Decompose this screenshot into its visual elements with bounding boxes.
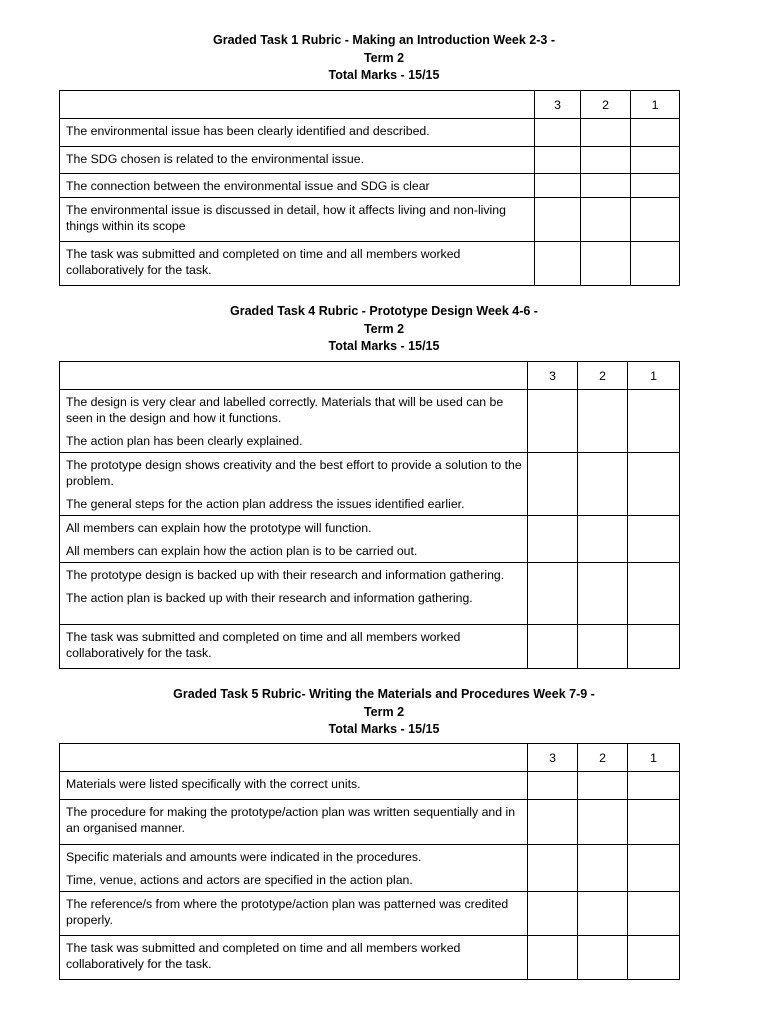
table-row (60, 390, 680, 453)
table-row (60, 772, 680, 800)
score-cell-2[interactable] (578, 772, 628, 800)
score-cell-2[interactable] (578, 845, 628, 892)
score-cell-2[interactable] (581, 119, 631, 147)
rubric-1-title (0, 32, 768, 85)
score-cell-3[interactable] (528, 625, 578, 669)
criterion-text: The task was submitted and completed on time and all members worked collaboratively for the task. (66, 941, 461, 971)
score-cell-1[interactable] (628, 936, 680, 980)
score-cell-3[interactable] (528, 390, 578, 453)
score-header-2: 2 (578, 362, 628, 390)
criterion-text: The environmental issue is discussed in detail, how it affects living and non-living things within its scope (66, 203, 506, 233)
score-cell-1[interactable] (631, 242, 680, 286)
criterion-text: The task was submitted and completed on time and all members worked collaboratively for the task. (66, 630, 461, 660)
score-cell-2[interactable] (578, 800, 628, 845)
score-header-1: 1 (628, 744, 680, 772)
score-header-3: 3 (528, 362, 578, 390)
score-header-2: 2 (581, 91, 631, 119)
score-cell-3[interactable] (528, 936, 578, 980)
score-cell-3[interactable] (535, 119, 581, 147)
table-row (60, 174, 680, 198)
score-cell-2[interactable] (581, 242, 631, 286)
score-cell-2[interactable] (578, 390, 628, 453)
criterion-text: The task was submitted and completed on time and all members worked collaboratively for the task. (66, 247, 461, 277)
score-cell-3[interactable] (528, 892, 578, 936)
rubric-3-table (59, 743, 680, 980)
table-header-row (60, 91, 680, 119)
rubric-2-table (59, 361, 680, 669)
criterion-cell (60, 453, 528, 516)
criterion-text: The reference/s from where the prototype/action plan was patterned was credited properly. (66, 897, 509, 927)
criterion-cell (60, 772, 528, 800)
score-cell-1[interactable] (628, 845, 680, 892)
criterion-cell (60, 892, 528, 936)
score-cell-2[interactable] (581, 198, 631, 242)
criterion-text: The action plan is backed up with their research and information gathering. (66, 591, 473, 605)
score-cell-2[interactable] (581, 147, 631, 174)
score-cell-1[interactable] (628, 516, 680, 563)
table-row (60, 147, 680, 174)
rubric-3-title-line1: Graded Task 5 Rubric- Writing the Materials and Procedures Week 7-9 - (173, 687, 595, 701)
score-cell-3[interactable] (528, 845, 578, 892)
score-cell-3[interactable] (535, 147, 581, 174)
score-header-3: 3 (528, 744, 578, 772)
table-row (60, 625, 680, 669)
score-cell-1[interactable] (628, 625, 680, 669)
table-header-row (60, 362, 680, 390)
criterion-text: The connection between the environmental issue and SDG is clear (66, 179, 430, 193)
score-cell-2[interactable] (578, 453, 628, 516)
score-cell-3[interactable] (528, 800, 578, 845)
criterion-cell (60, 198, 535, 242)
score-cell-2[interactable] (578, 625, 628, 669)
score-header-2: 2 (578, 744, 628, 772)
score-cell-1[interactable] (631, 198, 680, 242)
rubric-2-title-line2: Term 2 (363, 321, 405, 336)
criterion-text: The general steps for the action plan address the issues identified earlier. (66, 497, 465, 511)
score-cell-3[interactable] (535, 198, 581, 242)
criterion-cell (60, 800, 528, 845)
score-cell-3[interactable] (535, 174, 581, 198)
score-cell-3[interactable] (528, 516, 578, 563)
table-row (60, 800, 680, 845)
criterion-text: Materials were listed specifically with the correct units. (66, 777, 361, 791)
score-cell-1[interactable] (628, 453, 680, 516)
criterion-text: The action plan has been clearly explained. (66, 434, 303, 448)
criterion-text: The procedure for making the prototype/action plan was written sequentially and in an organised manner. (66, 805, 516, 835)
score-cell-2[interactable] (578, 936, 628, 980)
table-row (60, 892, 680, 936)
score-header-3: 3 (535, 91, 581, 119)
criterion-text: Specific materials and amounts were indicated in the procedures. (66, 850, 422, 864)
criterion-cell (60, 563, 528, 625)
score-header-1: 1 (631, 91, 680, 119)
score-header-1: 1 (628, 362, 680, 390)
criterion-cell (60, 516, 528, 563)
criteria-header-cell (60, 744, 528, 772)
criteria-header-cell (60, 362, 528, 390)
criterion-text: The prototype design shows creativity and the best effort to provide a solution to the problem. (66, 458, 522, 488)
rubric-1-title-line2: Term 2 (363, 50, 405, 65)
rubric-2-title-line1: Graded Task 4 Rubric - Prototype Design Week 4-6 - (230, 304, 538, 318)
criterion-text: The environmental issue has been clearly identified and described. (66, 124, 430, 138)
table-row (60, 198, 680, 242)
score-cell-3[interactable] (528, 453, 578, 516)
criterion-text: The SDG chosen is related to the environmental issue. (66, 152, 365, 166)
criterion-cell (60, 845, 528, 892)
table-header-row (60, 744, 680, 772)
table-row (60, 845, 680, 892)
criterion-text: The prototype design is backed up with their research and information gathering. (66, 568, 505, 582)
score-cell-3[interactable] (528, 563, 578, 625)
table-row (60, 119, 680, 147)
rubric-1-title-line1: Graded Task 1 Rubric - Making an Introduction Week 2-3 - (213, 33, 555, 47)
score-cell-2[interactable] (578, 892, 628, 936)
score-cell-1[interactable] (631, 147, 680, 174)
rubric-2-title-line3: Total Marks - 15/15 (328, 339, 440, 353)
score-cell-2[interactable] (581, 174, 631, 198)
criterion-text: Time, venue, actions and actors are specified in the action plan. (66, 873, 413, 887)
score-cell-1[interactable] (631, 119, 680, 147)
rubric-1-title-line3: Total Marks - 15/15 (328, 68, 440, 82)
criterion-cell (60, 625, 528, 669)
criterion-text: All members can explain how the action plan is to be carried out. (66, 544, 418, 558)
score-cell-2[interactable] (578, 563, 628, 625)
rubric-3-title-line2: Term 2 (363, 704, 405, 719)
table-row (60, 453, 680, 516)
score-cell-3[interactable] (528, 772, 578, 800)
criterion-cell (60, 147, 535, 174)
score-cell-1[interactable] (628, 390, 680, 453)
score-cell-1[interactable] (628, 563, 680, 625)
criterion-cell (60, 119, 535, 147)
table-row (60, 516, 680, 563)
score-cell-3[interactable] (535, 242, 581, 286)
rubric-1-table (59, 90, 680, 286)
criterion-cell (60, 390, 528, 453)
score-cell-1[interactable] (628, 772, 680, 800)
rubric-3-title-line3: Total Marks - 15/15 (328, 722, 440, 736)
table-row (60, 563, 680, 625)
criterion-cell (60, 936, 528, 980)
table-row (60, 936, 680, 980)
score-cell-1[interactable] (628, 892, 680, 936)
criterion-text: The design is very clear and labelled correctly. Materials that will be used can be seen in the design and how it functions. (66, 395, 504, 425)
score-cell-1[interactable] (631, 174, 680, 198)
score-cell-1[interactable] (628, 800, 680, 845)
table-row (60, 242, 680, 286)
rubric-3-title (0, 686, 768, 739)
rubric-2-title (0, 303, 768, 356)
criterion-cell (60, 242, 535, 286)
criteria-header-cell (60, 91, 535, 119)
score-cell-2[interactable] (578, 516, 628, 563)
criterion-text: All members can explain how the prototype will function. (66, 521, 372, 535)
criterion-cell (60, 174, 535, 198)
